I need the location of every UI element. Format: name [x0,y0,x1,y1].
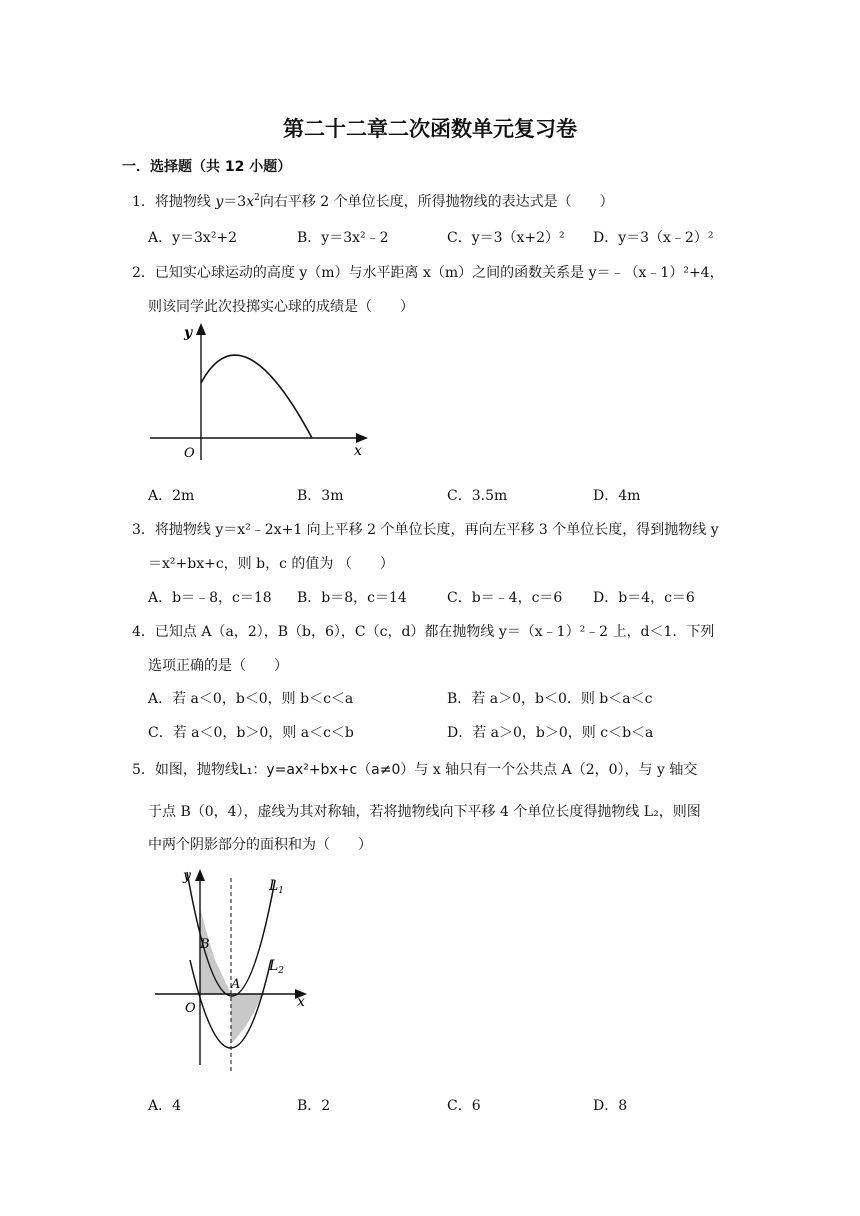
q1-option-c[interactable]: C．y＝3（x+2）² [447,230,565,246]
q5-option-a[interactable]: A．4 [148,1098,182,1114]
q5-line-3: 中两个阴影部分的面积和为（ ） [148,837,372,853]
q5-formula-image: L₁：y=ax²+bx+c（a≠0） [238,762,415,778]
question-number: 5． [132,762,155,778]
question-number: 4． [132,624,155,640]
l1-label [268,878,284,896]
q3-option-a[interactable]: A．b＝﹣8，c＝18 [148,590,272,606]
q3-line-2: ＝x²+bx+c，则 b，c 的值为 （ ） [148,556,394,572]
trajectory-curve [201,355,312,438]
question-3-stem [132,519,719,539]
question-5-stem [132,759,697,779]
l2-label-letter: L [269,958,279,974]
q4-option-d[interactable]: D．若 a＞0，b＞0，则 c＜b＜a [447,725,654,741]
q1-text-b: 向右平移 2 个单位长度，所得抛物线的表达式是（ ） [259,194,614,210]
q4-option-a[interactable]: A．若 a＜0，b＜0，则 b＜c＜a [148,691,354,707]
q1-option-d[interactable]: D．y＝3（x﹣2）² [593,230,714,246]
q1-text-a: 将抛物线 [154,194,216,210]
q2-option-c[interactable]: C．3.5m [447,488,508,504]
q4-line-1: 已知点 A（a，2），B（b，6），C（c，d）都在抛物线 y＝（x﹣1）²﹣2 上，d＜1．下列 [154,624,715,640]
q2-figure [140,315,380,465]
question-number: 1． [132,194,155,210]
l2-label-sub: 2 [278,966,285,976]
question-2-stem [132,262,724,282]
origin-label: O [184,446,195,461]
x-axis-label: x [354,443,362,459]
q1-eq: ＝3 [223,194,247,210]
q3-option-d[interactable]: D．b＝4，c＝6 [593,590,695,606]
l2-label [268,958,284,976]
q1-exp: 2 [254,193,260,203]
q2-option-a[interactable]: A．2m [148,488,195,504]
q4-line-2: 选项正确的是（ ） [148,658,288,674]
l1-label-letter: L [269,878,279,894]
y-axis-arrow [196,323,206,335]
q1-var-y: y [215,194,224,210]
question-number: 3． [132,522,155,538]
q2-line-2: 则该同学此次投掷实心球的成绩是（ ） [148,299,414,315]
y-axis-arrow [195,869,205,881]
q4-option-c[interactable]: C．若 a＜0，b＞0，则 a＜c＜b [148,725,354,741]
q5-line-1a: 如图，抛物线 [154,762,239,778]
q2-line-1: 已知实心球运动的高度 y（m）与水平距离 x（m）之间的函数关系是 y＝﹣（x﹣1）²+4， [154,265,724,281]
point-b-label: B [200,937,210,952]
page-title: 第二十二章二次函数单元复习卷 [283,117,577,141]
q5-line-2: 于点 B（0，4），虚线为其对称轴，若将抛物线向下平移 4 个单位长度得抛物线 L₂，则图 [148,804,701,820]
x-axis-label: x [297,994,305,1010]
q5-figure [145,860,320,1080]
q1-option-a[interactable]: A．y＝3x²+2 [148,230,238,246]
q5-option-c[interactable]: C．6 [447,1098,481,1114]
question-1-stem [132,191,614,211]
point-a-label: A [231,977,241,992]
q4-option-b[interactable]: B．若 a＞0，b＜0．则 b＜a＜c [447,691,653,707]
question-4-stem [132,621,714,641]
q5-option-d[interactable]: D．8 [593,1098,628,1114]
q1-option-b[interactable]: B．y＝3x²﹣2 [297,230,389,246]
q1-var-x: x [246,194,255,210]
section-heading: 一．选择题（共 12 小题） [122,159,292,175]
q3-option-b[interactable]: B．b＝8，c＝14 [297,590,407,606]
q5-option-b[interactable]: B．2 [297,1098,331,1114]
q5-line-1b: 与 x 轴只有一个公共点 A（2，0），与 y 轴交 [414,762,698,778]
origin-label: O [185,1001,196,1016]
l1-label-sub: 1 [278,886,285,896]
q3-option-c[interactable]: C．b＝﹣4，c＝6 [447,590,563,606]
q2-option-d[interactable]: D．4m [593,488,641,504]
q3-line-1: 将抛物线 y＝x²﹣2x+1 向上平移 2 个单位长度，再向左平移 3 个单位长度，得到抛物线 y [154,522,719,538]
question-number: 2． [132,265,155,281]
x-axis-arrow [356,433,368,443]
y-axis-label: y [183,868,191,884]
y-axis-label: y [184,325,193,341]
shaded-region-right [231,994,262,1044]
q2-option-b[interactable]: B．3m [297,488,344,504]
